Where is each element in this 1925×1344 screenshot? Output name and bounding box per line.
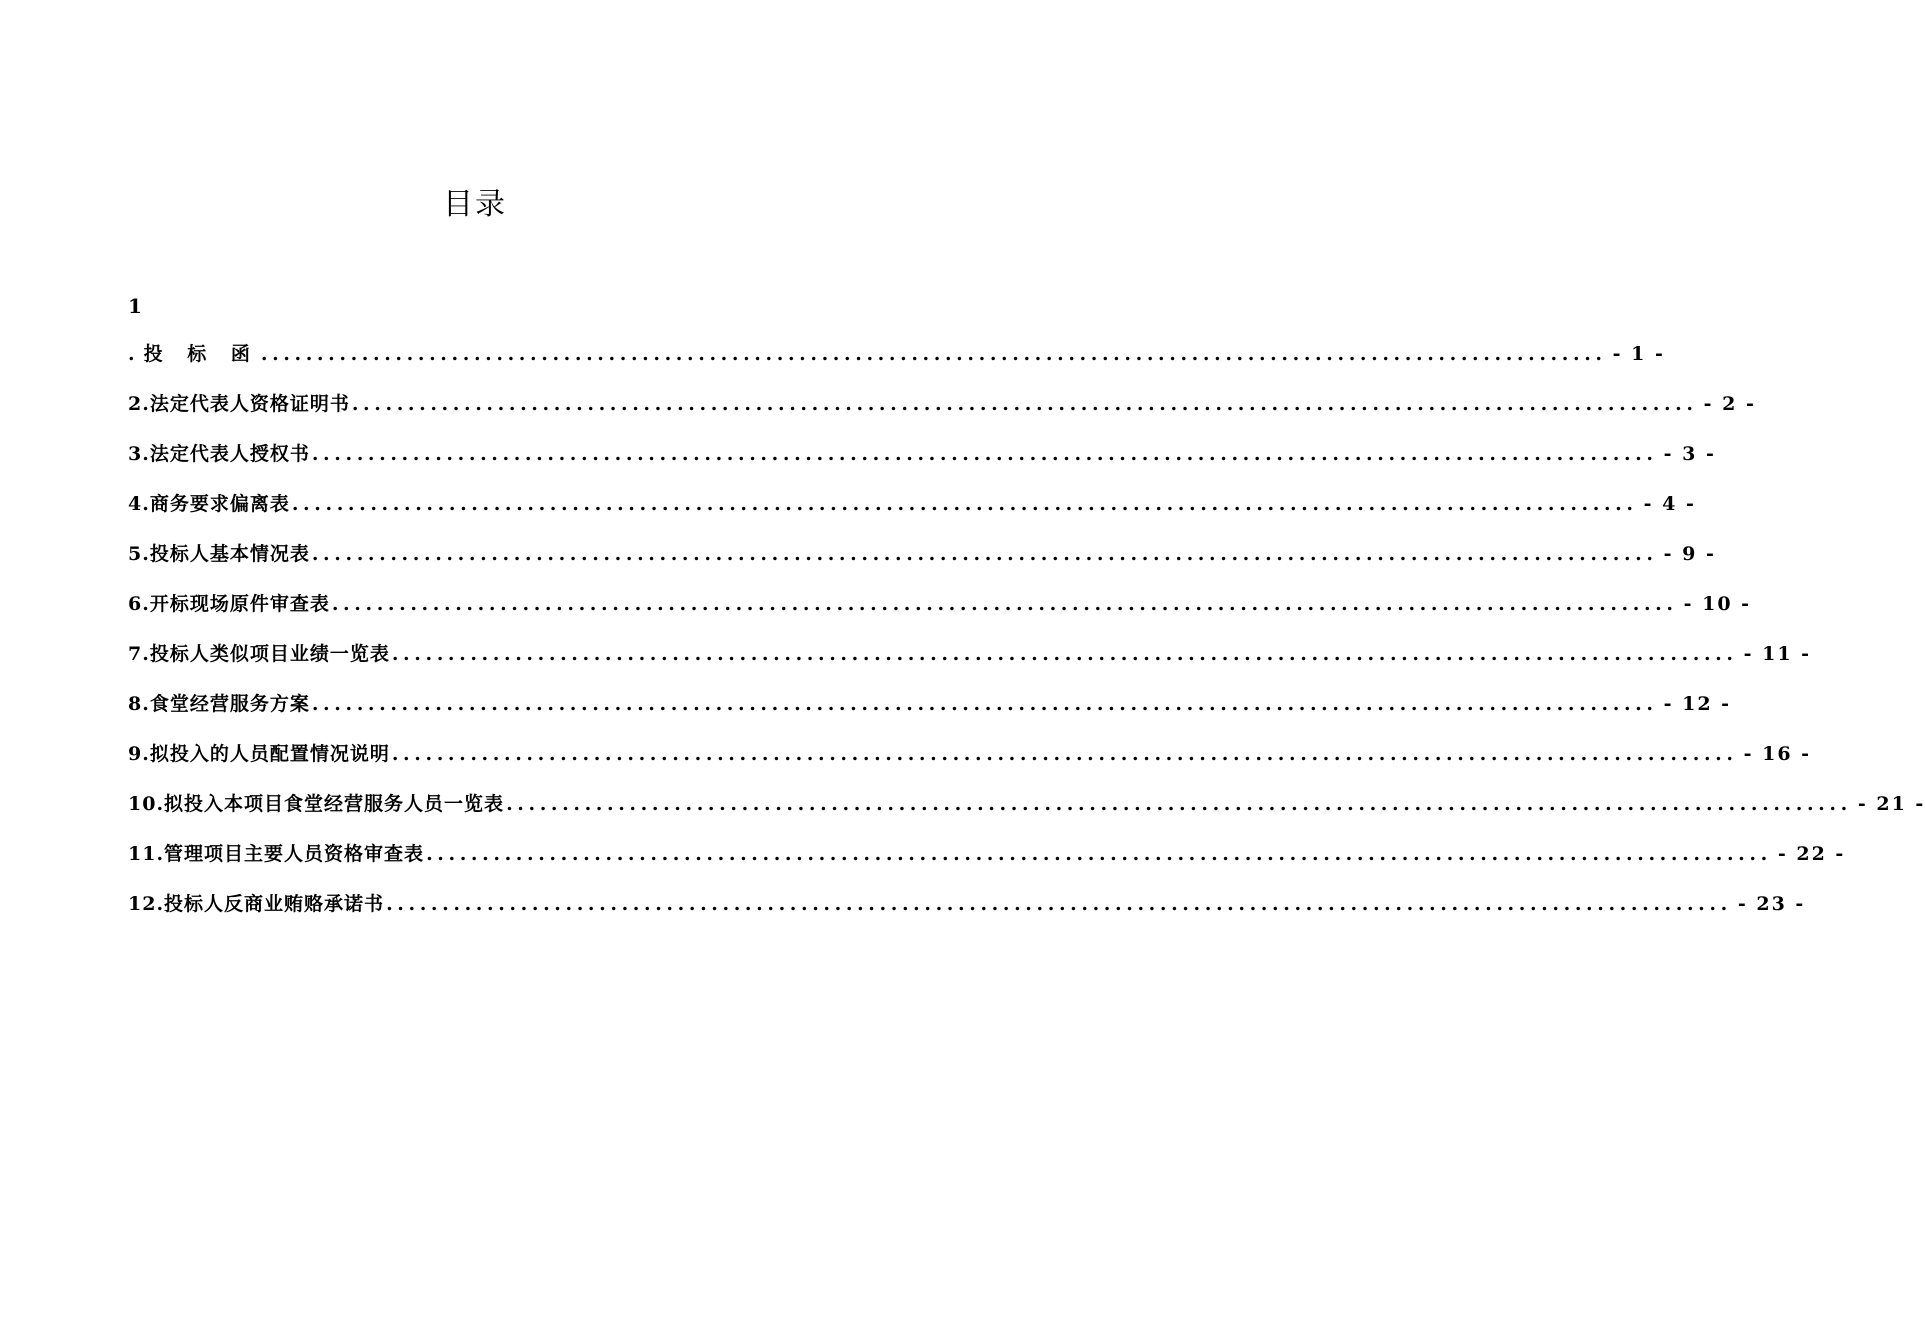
- toc-entry-6[interactable]: [128, 587, 1752, 637]
- toc-leader-dots: ........................................................................................................................: [260, 343, 1607, 365]
- toc-leader-dots: ........................................................................................................................: [391, 643, 1738, 665]
- toc-leader-dots: ........................................................................................................................: [386, 893, 1732, 915]
- toc-entry-9[interactable]: [128, 737, 1812, 787]
- stray-number: 1: [128, 294, 142, 318]
- toc-entry-label: 12.投标人反商业贿赂承诺书: [128, 893, 385, 915]
- toc-entry-11[interactable]: [128, 837, 1846, 887]
- toc-entry-12[interactable]: [128, 887, 1806, 937]
- toc-leader-dots: ........................................................................................................................: [506, 793, 1852, 815]
- toc-entry-5[interactable]: [128, 537, 1716, 587]
- toc-leader-dots: ........................................................................................................................: [291, 493, 1638, 515]
- toc-entry-label: 10.拟投入本项目食堂经营服务人员一览表: [128, 793, 505, 815]
- toc-leader-dots: ........................................................................................................................: [351, 393, 1698, 415]
- toc-entry-page: - 1 -: [1612, 343, 1665, 365]
- toc-entry-page: - 12 -: [1663, 693, 1732, 715]
- toc-entry-page: - 2 -: [1703, 393, 1756, 415]
- toc-entry-label: 9.拟投入的人员配置情况说明: [128, 743, 390, 765]
- toc-entry-label: 2.法定代表人资格证明书: [128, 393, 350, 415]
- toc-entry-label: 6.开标现场原件审查表: [128, 593, 330, 615]
- toc-entry-page: - 9 -: [1663, 543, 1716, 565]
- toc-entry-10[interactable]: [128, 787, 1925, 837]
- toc-entry-label: .投 标 函: [128, 343, 259, 365]
- toc-entry-4[interactable]: [128, 487, 1696, 537]
- toc-entry-label: 4.商务要求偏离表: [128, 493, 290, 515]
- page-title: 目录: [443, 187, 507, 222]
- toc-leader-dots: ........................................................................................................................: [311, 443, 1658, 465]
- toc-leader-dots: ........................................................................................................................: [426, 843, 1772, 865]
- toc-entry-8[interactable]: [128, 687, 1732, 737]
- toc-entry-7[interactable]: [128, 637, 1812, 687]
- toc-leader-dots: ........................................................................................................................: [391, 743, 1738, 765]
- toc-entry-page: - 4 -: [1643, 493, 1696, 515]
- toc-entry-label: 5.投标人基本情况表: [128, 543, 310, 565]
- toc-entry-1[interactable]: [128, 337, 1665, 387]
- toc-entry-page: - 23 -: [1737, 893, 1806, 915]
- toc-entry-3[interactable]: [128, 437, 1716, 487]
- toc-leader-dots: ........................................................................................................................: [311, 693, 1658, 715]
- toc-entry-label: 3.法定代表人授权书: [128, 443, 310, 465]
- toc-leader-dots: ........................................................................................................................: [311, 543, 1658, 565]
- toc-entry-page: - 16 -: [1743, 743, 1812, 765]
- table-of-contents: [128, 337, 1925, 937]
- toc-entry-label: 11.管理项目主要人员资格审查表: [128, 843, 425, 865]
- toc-leader-dots: ........................................................................................................................: [331, 593, 1678, 615]
- toc-entry-page: - 10 -: [1683, 593, 1752, 615]
- toc-entry-page: - 3 -: [1663, 443, 1716, 465]
- toc-entry-2[interactable]: [128, 387, 1756, 437]
- toc-entry-page: - 21 -: [1857, 793, 1925, 815]
- toc-entry-page: - 22 -: [1777, 843, 1846, 865]
- toc-entry-label: 8.食堂经营服务方案: [128, 693, 310, 715]
- toc-entry-page: - 11 -: [1743, 643, 1812, 665]
- toc-entry-label: 7.投标人类似项目业绩一览表: [128, 643, 390, 665]
